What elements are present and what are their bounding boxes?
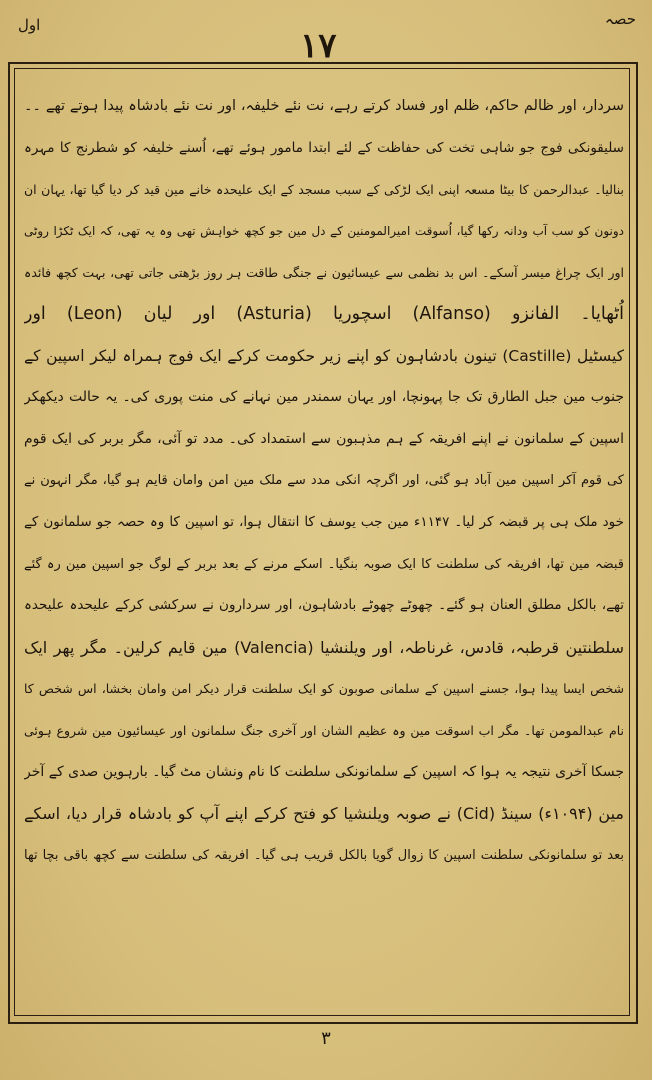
- text-line: خود ملک ہی پر قبضہ کر لیا۔ ۱۱۴۷ء مین جب یوسف کا انتقال ہوا، تو اسپین کا وہ حصہ جو سلمانون کے: [24, 513, 624, 530]
- text-line: جنوب مین جبل الطارق تک جا پہونچا، اور یہان سمندر مین نہانے کی منت پوری کی۔ یہ حالت دیکھکر: [24, 389, 624, 406]
- header-part-label: حصہ: [604, 10, 636, 28]
- text-line: کیسٹیل (Castille) تینون بادشاہون کو اپنے زیر حکومت کرکے ایک فوج ہمراہ لیکر اسپین کے: [24, 346, 624, 365]
- text-line: اسپین کے سلمانون نے اپنے افریقہ کے ہم مذہبون سے استمداد کی۔ مدد تو آئی، مگر بربر کی ایک قوم: [24, 430, 624, 447]
- text-line: سردار، اور ظالم حاکم، ظلم اور فساد کرتے رہے، نت نئے خلیفہ، اور نت نئے بادشاہ پیدا ہوتے تھے ۔۔: [24, 98, 624, 114]
- text-line: جسکا آخری نتیجہ یہ ہوا کہ اسپین کے سلمانونکی سلطنت کا نام ونشان مٹ گیا۔ بارہوین صدی کے آخر: [24, 763, 624, 780]
- text-line: اُٹھایا۔ الفانزو (Alfanso) اسچوریا (Asturia) اور لیان (Leon) اور: [24, 303, 624, 324]
- footer-signature-number: ٣: [321, 1028, 331, 1049]
- page-number: ١٧: [300, 26, 337, 66]
- text-line: دونون کو سب آب ودانہ رکھا گیا، اُسوقت امیرالمومنین کے دل مین جو کچھ خواہش تھی وہ یہ تھی، کہ ایک ٹکڑا روٹی: [24, 223, 624, 238]
- header-volume-label: اول: [18, 16, 41, 34]
- text-line: سلطنتین قرطبہ، قادس، غرناطہ، اور ویلنشیا (Valencia) مین قایم کرلین۔ مگر پھر ایک: [24, 637, 624, 657]
- text-line: سلیقونکی فوج جو شاہی تخت کی حفاظت کے لئے ابتدا مامور ہوئے تھے، اُسنے خلیفہ کو شطرنج کا مہرہ: [24, 139, 624, 156]
- text-line: نام عبدالمومن تھا۔ مگر اب اسوقت مین وہ عظیم الشان اور آخری جنگ سلمانون اور عیسائیون مین شروع ہوئی: [24, 722, 624, 738]
- text-line: قبضہ مین تھا، افریقہ کی سلطنت کا ایک صوبہ بنگیا۔ اسکے مرنے کے بعد بربر کے لوگ جو اسپین مین رہ گئے: [24, 556, 624, 572]
- text-line: شخص ایسا پیدا ہوا، جسنے اسپین کے سلمانی صوبون کو ایک سلطنت قرار دیکر امن وامان بخشا، اس شخص کا: [24, 681, 624, 697]
- text-line: مین (۱۰۹۴ء) سینڈ (Cid) نے صوبہ ویلنشیا کو فتح کرکے اپنے آپ کو بادشاہ قرار دیا، اسکے: [24, 804, 624, 824]
- body-text: [24, 86, 624, 876]
- text-line: تھے، بالکل مطلق العنان ہو گئے۔ چھوٹے چھوٹے بادشاہون، اور سردارون نے سرکشی کرکے علیحدہ علیحدہ: [24, 597, 624, 614]
- text-line: اور ایک چراغ میسر آسکے۔ اس بد نظمی سے عیسائیون نے جنگی طاقت ہر روز بڑھتی جاتی تھی، بہت کچھ فائدہ: [24, 265, 624, 281]
- text-line: بنالیا۔ عبدالرحمن کا بیٹا مسعہ اپنی ایک لڑکی کے سبب مسجد کے ایک علیحدہ خانے مین قید کر دیا گیا تھا، یہان ان: [24, 182, 624, 198]
- text-line: کی قوم آکر اسپین مین آباد ہو گئی، اور اگرچہ انکی مدد سے ملک مین امن وامان قایم ہو گیا، مگر انہون نے: [24, 473, 624, 489]
- text-line: بعد تو سلمانونکی سلطنت اسپین کا زوال گویا بالکل قریب ہی گیا۔ افریقہ کی سلطنت سے کچھ باقی بچا تھا: [24, 847, 624, 863]
